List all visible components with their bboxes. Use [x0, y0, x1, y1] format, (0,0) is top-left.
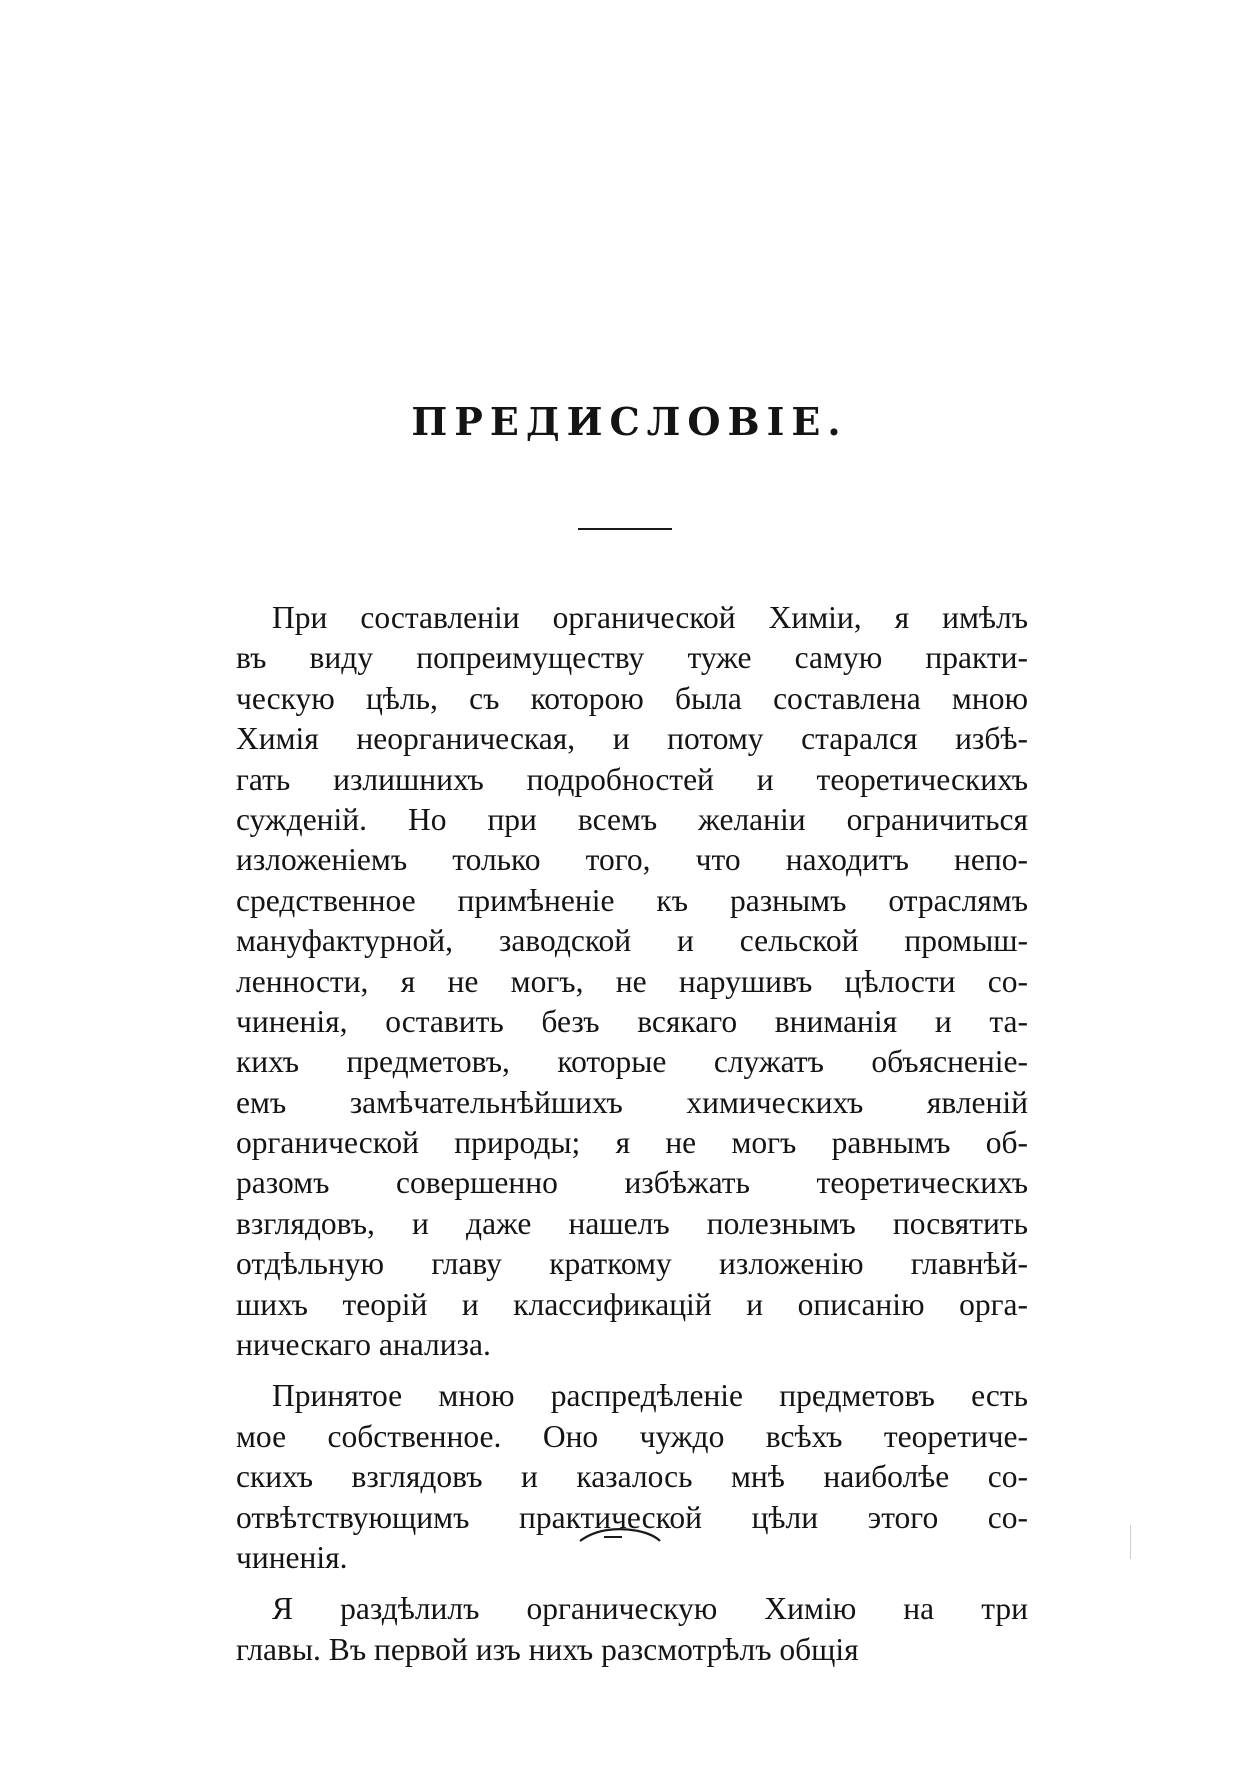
text-line: средственное примѣненіе къ разнымъ отраслямъ [236, 882, 1028, 918]
text-line: ленности, я не могъ, не нарушивъ цѣлости со- [236, 963, 1028, 999]
scan-speck [1130, 1525, 1131, 1559]
text-line: Я раздѣлилъ органическую Химію на три [272, 1591, 1028, 1627]
text-line: гать излишнихъ подробностей и теоретическихъ [236, 761, 1028, 797]
text-line: органической природы; я не могъ равнымъ об- [236, 1125, 1028, 1161]
text-line: ческую цѣль, съ которою была составлена мною [236, 680, 1028, 716]
text-line: емъ замѣчательнѣйшихъ химическихъ явленій [236, 1084, 1028, 1120]
text-line: отвѣтствующимъ практической цѣли этого со- [236, 1499, 1028, 1535]
text-line: шихъ теорій и классификацій и описанію орга- [236, 1286, 1028, 1322]
text-line: главы. Въ первой изъ нихъ разсмотрѣлъ общія [236, 1631, 859, 1667]
paragraph [236, 598, 1028, 1365]
text-line: скихъ взглядовъ и казалось мнѣ наиболѣе со- [236, 1459, 1028, 1495]
text-line: чиненія, оставить безъ всякаго вниманія и та- [236, 1003, 1028, 1039]
text-line: взглядовъ, и даже нашелъ полезнымъ посвятить [236, 1205, 1028, 1241]
text-line: При составленіи органической Химіи, я имѣлъ [272, 600, 1028, 635]
text-line: разомъ совершенно избѣжать теоретическихъ [236, 1165, 1028, 1201]
paragraph [236, 1589, 1028, 1670]
paragraph [236, 1376, 1028, 1578]
text-line: Химія неорганическая, и потому старался избѣ- [236, 721, 1028, 757]
text-line: отдѣльную главу краткому изложенію главнѣй- [236, 1246, 1028, 1282]
text-line: изложеніемъ только того, что находитъ непо- [236, 842, 1028, 878]
text-line: кихъ предметовъ, которые служатъ объясненіе- [236, 1044, 1028, 1080]
text-line: ническаго анализа. [236, 1327, 491, 1363]
text-line: сужденій. Но при всемъ желаніи ограничиться [236, 801, 1028, 837]
text-line: чиненія. [236, 1539, 348, 1575]
page-title: ПРЕДИСЛОВІЕ. [411, 399, 848, 444]
text-line: мануфактурной, заводской и сельской промыш- [236, 923, 1028, 959]
title-divider [578, 528, 672, 530]
text-line: мое собственное. Оно чуждо всѣхъ теоретиче- [236, 1418, 1028, 1454]
preface-text [236, 598, 1028, 1681]
text-line: въ виду попреимуществу туже самую практи- [236, 640, 1028, 676]
text-line: Принятое мною распредѣленіе предметовъ есть [272, 1378, 1028, 1414]
